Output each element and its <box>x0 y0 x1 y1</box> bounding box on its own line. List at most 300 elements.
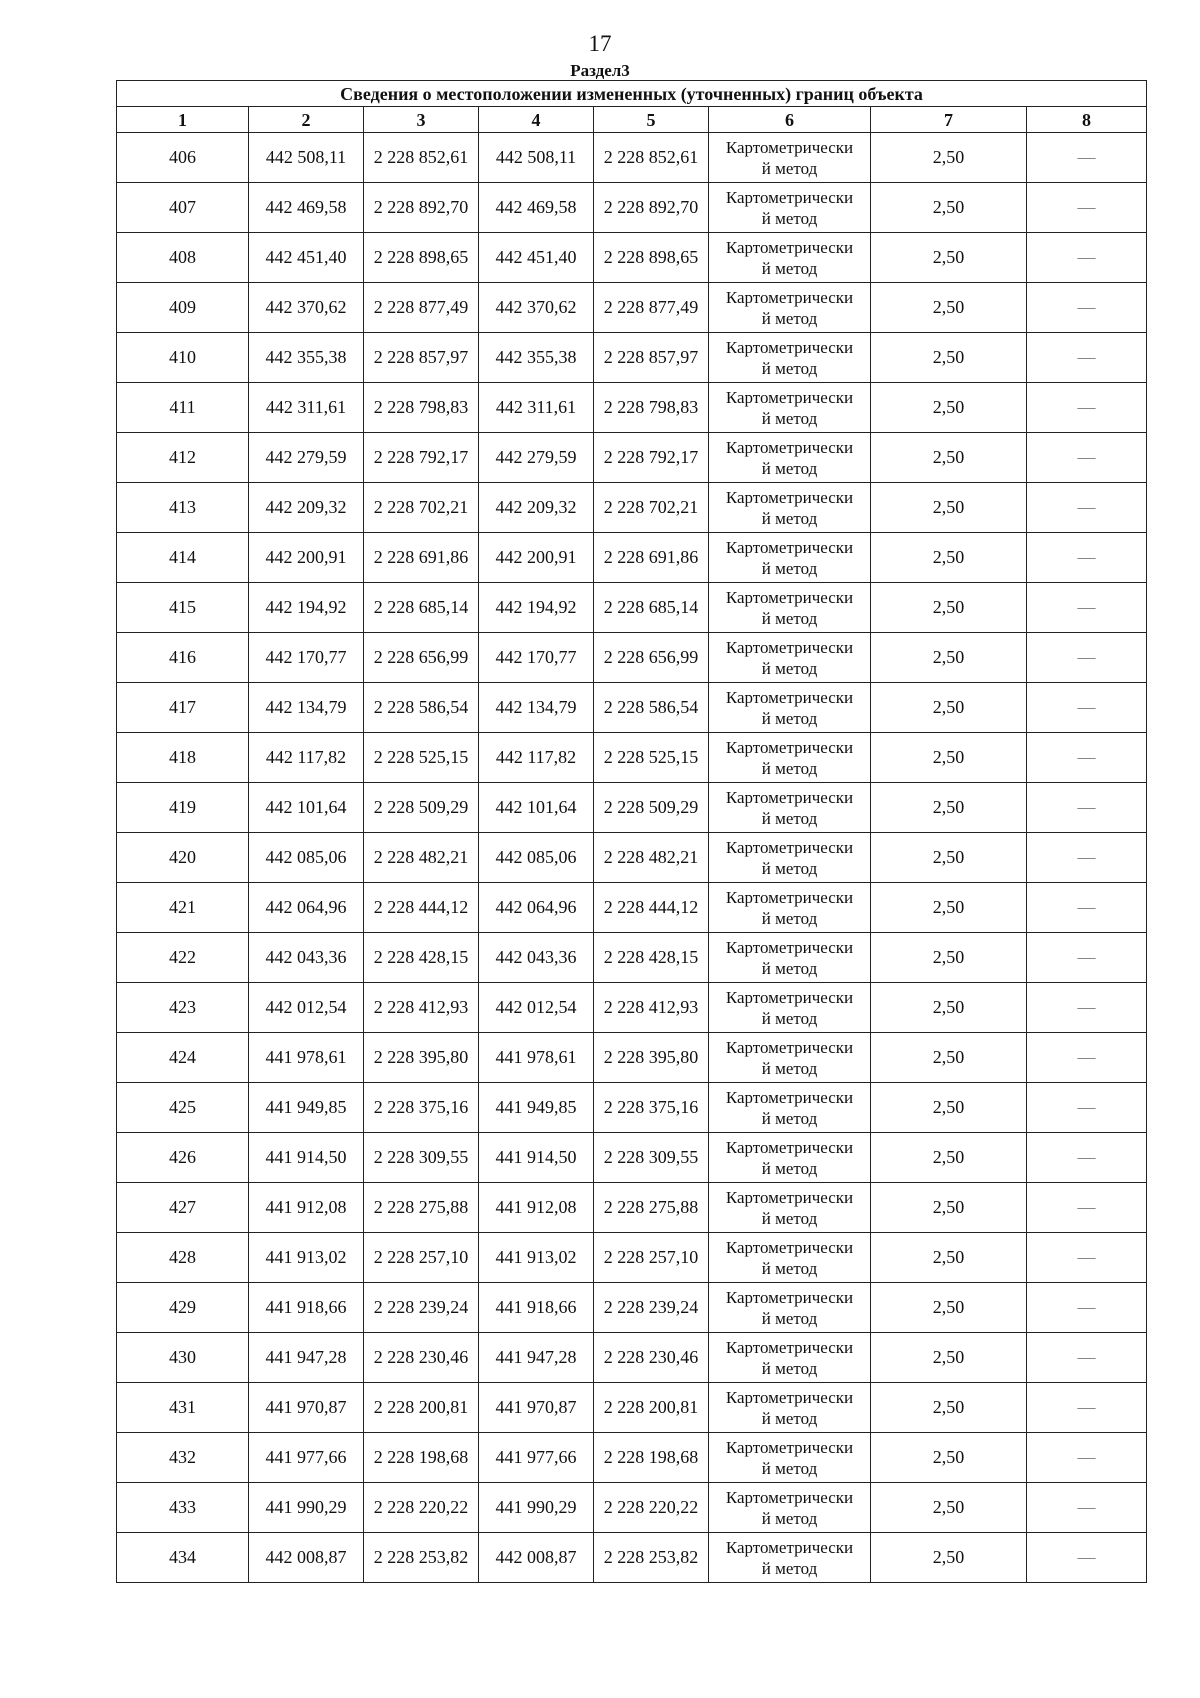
y-existing-cell: 2 228 586,54 <box>364 683 479 733</box>
table-row <box>117 283 1147 333</box>
x-new-cell: 442 508,11 <box>479 133 594 183</box>
point-number-cell: 425 <box>117 1083 249 1133</box>
method-cell <box>709 1333 871 1383</box>
method-line: Картометрически <box>725 537 854 557</box>
note-cell: — <box>1027 1233 1147 1283</box>
y-new-cell: 2 228 198,68 <box>594 1433 709 1483</box>
y-existing-cell: 2 228 852,61 <box>364 133 479 183</box>
x-new-cell: 441 970,87 <box>479 1383 594 1433</box>
accuracy-cell: 2,50 <box>871 933 1027 983</box>
method-line: й метод <box>761 258 818 278</box>
point-number-cell: 426 <box>117 1133 249 1183</box>
table-row <box>117 483 1147 533</box>
x-existing-cell: 441 949,85 <box>249 1083 364 1133</box>
column-number: 3 <box>364 107 479 133</box>
section-title: Раздел3 <box>570 61 630 80</box>
table-row <box>117 533 1147 583</box>
method-line: й метод <box>761 458 818 478</box>
method-line: Картометрически <box>725 1437 854 1457</box>
x-new-cell: 442 117,82 <box>479 733 594 783</box>
accuracy-cell: 2,50 <box>871 633 1027 683</box>
method-cell <box>709 1483 871 1533</box>
accuracy-cell: 2,50 <box>871 983 1027 1033</box>
accuracy-cell: 2,50 <box>871 133 1027 183</box>
method-line: Картометрически <box>725 1537 854 1557</box>
method-line: й метод <box>761 1408 818 1428</box>
boundary-coordinates-table <box>116 80 1147 1583</box>
method-cell <box>709 1233 871 1283</box>
point-number-cell: 408 <box>117 233 249 283</box>
y-existing-cell: 2 228 702,21 <box>364 483 479 533</box>
note-cell: — <box>1027 1483 1147 1533</box>
accuracy-cell: 2,50 <box>871 233 1027 283</box>
point-number-cell: 417 <box>117 683 249 733</box>
method-line: Картометрически <box>725 887 854 907</box>
point-number-cell: 411 <box>117 383 249 433</box>
y-new-cell: 2 228 792,17 <box>594 433 709 483</box>
y-new-cell: 2 228 691,86 <box>594 533 709 583</box>
x-existing-cell: 441 978,61 <box>249 1033 364 1083</box>
column-number: 6 <box>709 107 871 133</box>
method-cell <box>709 533 871 583</box>
method-line: Картометрически <box>725 1187 854 1207</box>
x-new-cell: 442 101,64 <box>479 783 594 833</box>
method-line: Картометрически <box>725 137 854 157</box>
x-new-cell: 441 977,66 <box>479 1433 594 1483</box>
x-existing-cell: 441 947,28 <box>249 1333 364 1383</box>
accuracy-cell: 2,50 <box>871 1483 1027 1533</box>
method-cell <box>709 1133 871 1183</box>
accuracy-cell: 2,50 <box>871 1433 1027 1483</box>
x-new-cell: 441 990,29 <box>479 1483 594 1533</box>
y-new-cell: 2 228 857,97 <box>594 333 709 383</box>
point-number-cell: 434 <box>117 1533 249 1583</box>
method-line: й метод <box>761 1258 818 1278</box>
point-number-cell: 410 <box>117 333 249 383</box>
y-new-cell: 2 228 220,22 <box>594 1483 709 1533</box>
accuracy-cell: 2,50 <box>871 583 1027 633</box>
method-cell <box>709 883 871 933</box>
method-line: й метод <box>761 1008 818 1028</box>
y-existing-cell: 2 228 898,65 <box>364 233 479 283</box>
method-line: Картометрически <box>725 1387 854 1407</box>
x-existing-cell: 442 311,61 <box>249 383 364 433</box>
method-line: й метод <box>761 958 818 978</box>
method-cell <box>709 283 871 333</box>
x-new-cell: 442 194,92 <box>479 583 594 633</box>
y-new-cell: 2 228 275,88 <box>594 1183 709 1233</box>
x-new-cell: 441 978,61 <box>479 1033 594 1083</box>
accuracy-cell: 2,50 <box>871 533 1027 583</box>
x-new-cell: 442 469,58 <box>479 183 594 233</box>
method-line: Картометрически <box>725 1037 854 1057</box>
y-existing-cell: 2 228 656,99 <box>364 633 479 683</box>
method-line: й метод <box>761 858 818 878</box>
y-new-cell: 2 228 239,24 <box>594 1283 709 1333</box>
note-cell: — <box>1027 583 1147 633</box>
x-new-cell: 441 918,66 <box>479 1283 594 1333</box>
y-existing-cell: 2 228 444,12 <box>364 883 479 933</box>
method-line: Картометрически <box>725 437 854 457</box>
x-existing-cell: 441 970,87 <box>249 1383 364 1433</box>
y-existing-cell: 2 228 691,86 <box>364 533 479 583</box>
method-cell <box>709 233 871 283</box>
method-cell <box>709 833 871 883</box>
x-existing-cell: 442 209,32 <box>249 483 364 533</box>
method-line: й метод <box>761 608 818 628</box>
x-existing-cell: 442 117,82 <box>249 733 364 783</box>
table-row <box>117 183 1147 233</box>
method-line: й метод <box>761 1158 818 1178</box>
note-cell: — <box>1027 683 1147 733</box>
y-new-cell: 2 228 877,49 <box>594 283 709 333</box>
point-number-cell: 421 <box>117 883 249 933</box>
note-cell: — <box>1027 1033 1147 1083</box>
method-line: Картометрически <box>725 987 854 1007</box>
y-existing-cell: 2 228 877,49 <box>364 283 479 333</box>
table-row <box>117 1333 1147 1383</box>
method-cell <box>709 1533 871 1583</box>
point-number-cell: 428 <box>117 1233 249 1283</box>
point-number-cell: 414 <box>117 533 249 583</box>
method-line: й метод <box>761 1558 818 1578</box>
y-existing-cell: 2 228 395,80 <box>364 1033 479 1083</box>
y-new-cell: 2 228 444,12 <box>594 883 709 933</box>
accuracy-cell: 2,50 <box>871 183 1027 233</box>
y-new-cell: 2 228 253,82 <box>594 1533 709 1583</box>
x-existing-cell: 441 914,50 <box>249 1133 364 1183</box>
accuracy-cell: 2,50 <box>871 1033 1027 1083</box>
method-line: Картометрически <box>725 237 854 257</box>
note-cell: — <box>1027 783 1147 833</box>
method-line: й метод <box>761 758 818 778</box>
y-new-cell: 2 228 309,55 <box>594 1133 709 1183</box>
table-row <box>117 333 1147 383</box>
method-line: й метод <box>761 808 818 828</box>
method-cell <box>709 133 871 183</box>
method-cell <box>709 1383 871 1433</box>
y-new-cell: 2 228 230,46 <box>594 1333 709 1383</box>
note-cell: — <box>1027 1333 1147 1383</box>
y-existing-cell: 2 228 275,88 <box>364 1183 479 1233</box>
y-new-cell: 2 228 898,65 <box>594 233 709 283</box>
note-cell: — <box>1027 1283 1147 1333</box>
column-number: 7 <box>871 107 1027 133</box>
method-line: й метод <box>761 1358 818 1378</box>
method-cell <box>709 1283 871 1333</box>
x-existing-cell: 442 200,91 <box>249 533 364 583</box>
method-line: й метод <box>761 1308 818 1328</box>
x-existing-cell: 441 990,29 <box>249 1483 364 1533</box>
method-line: й метод <box>761 558 818 578</box>
y-new-cell: 2 228 702,21 <box>594 483 709 533</box>
y-existing-cell: 2 228 257,10 <box>364 1233 479 1283</box>
note-cell: — <box>1027 1433 1147 1483</box>
table-row <box>117 633 1147 683</box>
y-existing-cell: 2 228 230,46 <box>364 1333 479 1383</box>
method-line: Картометрически <box>725 587 854 607</box>
x-new-cell: 442 134,79 <box>479 683 594 733</box>
x-existing-cell: 442 043,36 <box>249 933 364 983</box>
y-new-cell: 2 228 412,93 <box>594 983 709 1033</box>
table-row <box>117 1533 1147 1583</box>
accuracy-cell: 2,50 <box>871 783 1027 833</box>
method-line: Картометрически <box>725 1137 854 1157</box>
x-new-cell: 442 012,54 <box>479 983 594 1033</box>
table-row <box>117 1283 1147 1333</box>
method-cell <box>709 983 871 1033</box>
table-row <box>117 1133 1147 1183</box>
x-existing-cell: 442 008,87 <box>249 1533 364 1583</box>
y-existing-cell: 2 228 412,93 <box>364 983 479 1033</box>
point-number-cell: 412 <box>117 433 249 483</box>
x-existing-cell: 442 279,59 <box>249 433 364 483</box>
x-existing-cell: 442 170,77 <box>249 633 364 683</box>
x-new-cell: 442 279,59 <box>479 433 594 483</box>
point-number-cell: 431 <box>117 1383 249 1433</box>
note-cell: — <box>1027 983 1147 1033</box>
method-line: й метод <box>761 1058 818 1078</box>
accuracy-cell: 2,50 <box>871 1383 1027 1433</box>
table-row <box>117 1233 1147 1283</box>
method-line: й метод <box>761 908 818 928</box>
note-cell: — <box>1027 933 1147 983</box>
x-existing-cell: 442 508,11 <box>249 133 364 183</box>
accuracy-cell: 2,50 <box>871 483 1027 533</box>
method-cell <box>709 1083 871 1133</box>
x-new-cell: 442 064,96 <box>479 883 594 933</box>
y-new-cell: 2 228 852,61 <box>594 133 709 183</box>
accuracy-cell: 2,50 <box>871 1283 1027 1333</box>
method-line: й метод <box>761 158 818 178</box>
note-cell: — <box>1027 883 1147 933</box>
method-line: Картометрически <box>725 487 854 507</box>
x-new-cell: 442 170,77 <box>479 633 594 683</box>
y-new-cell: 2 228 798,83 <box>594 383 709 433</box>
table-row <box>117 1183 1147 1233</box>
accuracy-cell: 2,50 <box>871 833 1027 883</box>
column-number: 4 <box>479 107 594 133</box>
x-existing-cell: 442 451,40 <box>249 233 364 283</box>
note-cell: — <box>1027 1533 1147 1583</box>
method-line: Картометрически <box>725 1337 854 1357</box>
method-line: й метод <box>761 358 818 378</box>
table-row <box>117 1383 1147 1433</box>
accuracy-cell: 2,50 <box>871 333 1027 383</box>
note-cell: — <box>1027 133 1147 183</box>
method-line: Картометрически <box>725 287 854 307</box>
y-existing-cell: 2 228 482,21 <box>364 833 479 883</box>
method-line: Картометрически <box>725 787 854 807</box>
accuracy-cell: 2,50 <box>871 1083 1027 1133</box>
x-new-cell: 442 209,32 <box>479 483 594 533</box>
x-new-cell: 442 355,38 <box>479 333 594 383</box>
accuracy-cell: 2,50 <box>871 1333 1027 1383</box>
x-new-cell: 442 370,62 <box>479 283 594 333</box>
table-row <box>117 433 1147 483</box>
column-number-row <box>117 107 1147 133</box>
note-cell: — <box>1027 183 1147 233</box>
accuracy-cell: 2,50 <box>871 683 1027 733</box>
y-existing-cell: 2 228 428,15 <box>364 933 479 983</box>
x-existing-cell: 441 918,66 <box>249 1283 364 1333</box>
x-existing-cell: 442 085,06 <box>249 833 364 883</box>
method-cell <box>709 333 871 383</box>
x-new-cell: 441 913,02 <box>479 1233 594 1283</box>
table-caption: Сведения о местоположении измененных (уточненных) границ объекта <box>117 81 1147 107</box>
x-new-cell: 441 912,08 <box>479 1183 594 1233</box>
method-line: й метод <box>761 408 818 428</box>
accuracy-cell: 2,50 <box>871 383 1027 433</box>
x-existing-cell: 441 912,08 <box>249 1183 364 1233</box>
x-new-cell: 442 200,91 <box>479 533 594 583</box>
point-number-cell: 415 <box>117 583 249 633</box>
point-number-cell: 407 <box>117 183 249 233</box>
note-cell: — <box>1027 633 1147 683</box>
y-existing-cell: 2 228 253,82 <box>364 1533 479 1583</box>
method-line: й метод <box>761 658 818 678</box>
method-line: Картометрически <box>725 337 854 357</box>
table-row <box>117 833 1147 883</box>
x-new-cell: 441 949,85 <box>479 1083 594 1133</box>
y-new-cell: 2 228 395,80 <box>594 1033 709 1083</box>
point-number-cell: 422 <box>117 933 249 983</box>
note-cell: — <box>1027 833 1147 883</box>
table-row <box>117 1033 1147 1083</box>
method-cell <box>709 783 871 833</box>
accuracy-cell: 2,50 <box>871 733 1027 783</box>
point-number-cell: 406 <box>117 133 249 183</box>
y-existing-cell: 2 228 200,81 <box>364 1383 479 1433</box>
x-new-cell: 441 914,50 <box>479 1133 594 1183</box>
table-row <box>117 1433 1147 1483</box>
table-row <box>117 583 1147 633</box>
method-cell <box>709 1183 871 1233</box>
point-number-cell: 416 <box>117 633 249 683</box>
note-cell: — <box>1027 1383 1147 1433</box>
y-existing-cell: 2 228 525,15 <box>364 733 479 783</box>
note-cell: — <box>1027 533 1147 583</box>
method-line: й метод <box>761 208 818 228</box>
accuracy-cell: 2,50 <box>871 1133 1027 1183</box>
y-existing-cell: 2 228 892,70 <box>364 183 479 233</box>
column-number: 5 <box>594 107 709 133</box>
y-new-cell: 2 228 375,16 <box>594 1083 709 1133</box>
y-new-cell: 2 228 482,21 <box>594 833 709 883</box>
y-existing-cell: 2 228 198,68 <box>364 1433 479 1483</box>
method-cell <box>709 633 871 683</box>
y-new-cell: 2 228 200,81 <box>594 1383 709 1433</box>
method-cell <box>709 383 871 433</box>
y-new-cell: 2 228 656,99 <box>594 633 709 683</box>
y-new-cell: 2 228 509,29 <box>594 783 709 833</box>
note-cell: — <box>1027 383 1147 433</box>
y-existing-cell: 2 228 857,97 <box>364 333 479 383</box>
x-existing-cell: 442 134,79 <box>249 683 364 733</box>
method-cell <box>709 483 871 533</box>
x-new-cell: 442 311,61 <box>479 383 594 433</box>
method-line: Картометрически <box>725 1087 854 1107</box>
method-line: Картометрически <box>725 937 854 957</box>
method-line: й метод <box>761 1508 818 1528</box>
method-line: Картометрически <box>725 687 854 707</box>
column-number: 1 <box>117 107 249 133</box>
table-row <box>117 1083 1147 1133</box>
accuracy-cell: 2,50 <box>871 1533 1027 1583</box>
method-line: й метод <box>761 508 818 528</box>
table-row <box>117 233 1147 283</box>
x-existing-cell: 442 012,54 <box>249 983 364 1033</box>
y-existing-cell: 2 228 509,29 <box>364 783 479 833</box>
x-existing-cell: 442 355,38 <box>249 333 364 383</box>
y-existing-cell: 2 228 239,24 <box>364 1283 479 1333</box>
method-line: Картометрически <box>725 637 854 657</box>
note-cell: — <box>1027 1083 1147 1133</box>
note-cell: — <box>1027 733 1147 783</box>
table-row <box>117 383 1147 433</box>
table-row <box>117 783 1147 833</box>
note-cell: — <box>1027 1133 1147 1183</box>
method-line: Картометрически <box>725 1237 854 1257</box>
x-existing-cell: 441 913,02 <box>249 1233 364 1283</box>
y-new-cell: 2 228 428,15 <box>594 933 709 983</box>
column-number: 2 <box>249 107 364 133</box>
y-existing-cell: 2 228 375,16 <box>364 1083 479 1133</box>
note-cell: — <box>1027 283 1147 333</box>
x-new-cell: 442 043,36 <box>479 933 594 983</box>
x-new-cell: 442 451,40 <box>479 233 594 283</box>
x-new-cell: 442 008,87 <box>479 1533 594 1583</box>
accuracy-cell: 2,50 <box>871 1233 1027 1283</box>
method-line: Картометрически <box>725 837 854 857</box>
y-existing-cell: 2 228 309,55 <box>364 1133 479 1183</box>
method-line: й метод <box>761 1208 818 1228</box>
table-caption-row <box>117 81 1147 107</box>
y-new-cell: 2 228 685,14 <box>594 583 709 633</box>
table-row <box>117 933 1147 983</box>
column-number: 8 <box>1027 107 1147 133</box>
table-row <box>117 683 1147 733</box>
method-cell <box>709 183 871 233</box>
x-existing-cell: 442 370,62 <box>249 283 364 333</box>
point-number-cell: 418 <box>117 733 249 783</box>
x-new-cell: 441 947,28 <box>479 1333 594 1383</box>
note-cell: — <box>1027 483 1147 533</box>
method-line: й метод <box>761 708 818 728</box>
accuracy-cell: 2,50 <box>871 433 1027 483</box>
method-cell <box>709 933 871 983</box>
method-cell <box>709 583 871 633</box>
point-number-cell: 413 <box>117 483 249 533</box>
table-body <box>117 133 1147 1583</box>
y-new-cell: 2 228 257,10 <box>594 1233 709 1283</box>
method-line: Картометрически <box>725 737 854 757</box>
accuracy-cell: 2,50 <box>871 283 1027 333</box>
y-new-cell: 2 228 892,70 <box>594 183 709 233</box>
method-line: Картометрически <box>725 387 854 407</box>
point-number-cell: 432 <box>117 1433 249 1483</box>
method-line: й метод <box>761 308 818 328</box>
table-row <box>117 883 1147 933</box>
y-new-cell: 2 228 586,54 <box>594 683 709 733</box>
method-cell <box>709 683 871 733</box>
note-cell: — <box>1027 1183 1147 1233</box>
point-number-cell: 409 <box>117 283 249 333</box>
point-number-cell: 419 <box>117 783 249 833</box>
y-existing-cell: 2 228 798,83 <box>364 383 479 433</box>
y-existing-cell: 2 228 220,22 <box>364 1483 479 1533</box>
point-number-cell: 420 <box>117 833 249 883</box>
